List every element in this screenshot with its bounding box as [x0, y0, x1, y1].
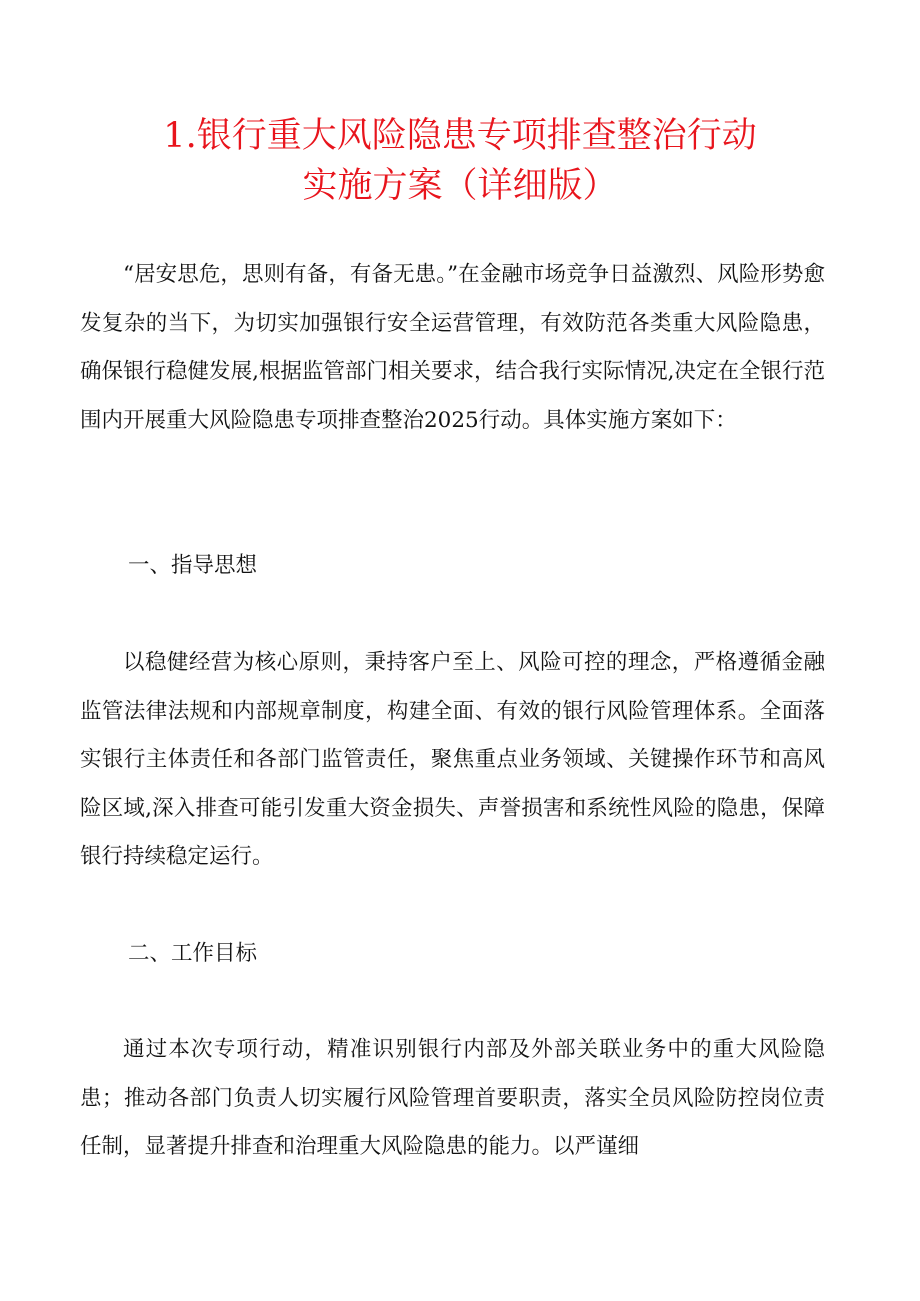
section-heading-work-goals: 二、工作目标 [128, 941, 258, 966]
work-goals-paragraph: 通过本次专项行动，精准识别银行内部及外部关联业务中的重大风险隐患；推动各部门负责人切实履行风险管理首要职责，落实全员风险防控岗位责任制，显著提升排查和治理重大风险隐患的能力。以严谨细 [80, 1037, 825, 1159]
guiding-ideology-paragraph: 以稳健经营为核心原则，秉持客户至上、风险可控的理念，严格遵循金融监管法律法规和内部规章制度，构建全面、有效的银行风险管理体系。全面落实银行主体责任和各部门监管责任，聚焦重点业务领域、关键操作环节和高风险区域,深入排查可能引发重大资金损失、声誉损害和系统性风险的隐患，保障银行持续稳定运行。 [80, 650, 825, 869]
intro-paragraph: “居安思危，思则有备，有备无患。”在金融市场竞争日益激烈、风险形势愈发复杂的当下，为切实加强银行安全运营管理，有效防范各类重大风险隐患，确保银行稳健发展,根据监管部门相关要求，结合我行实际情况,决定在全银行范围内开展重大风险隐患专项排查整治2025行动。具体实施方案如下： [80, 262, 825, 433]
document-title-line2: 实施方案（详细版） [302, 166, 618, 206]
document-title-line1: 1.银行重大风险隐患专项排查整治行动 [163, 116, 757, 156]
section-heading-guiding-ideology: 一、指导思想 [128, 553, 258, 578]
